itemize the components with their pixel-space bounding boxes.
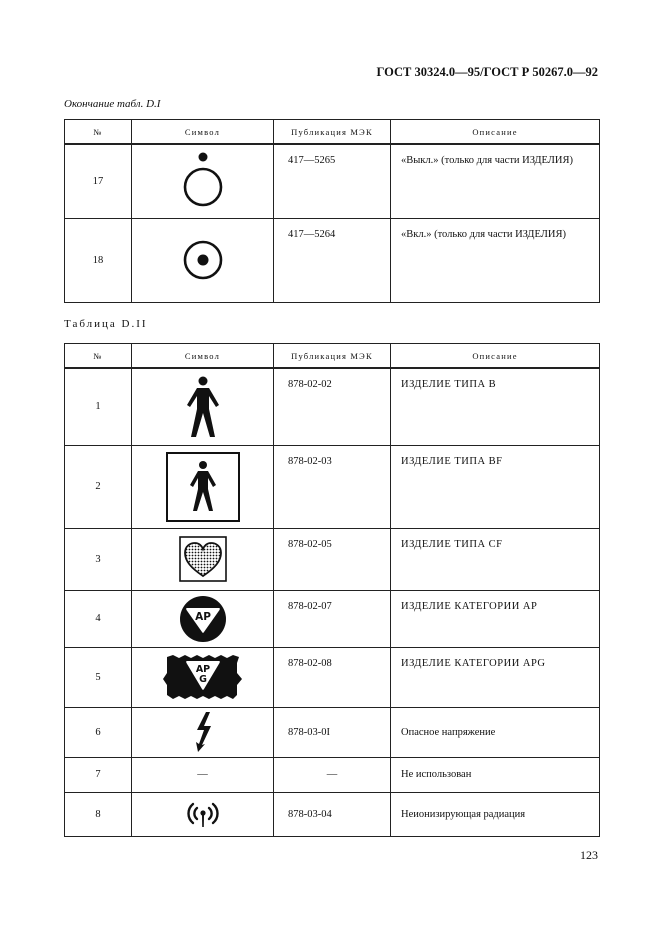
- col-description: Описание: [391, 120, 600, 145]
- symbol-cell: [132, 144, 274, 218]
- row-number: 4: [65, 590, 132, 647]
- description-cell: ИЗДЕЛИЕ ТИПА BF: [391, 445, 600, 528]
- row-number: 1: [65, 368, 132, 445]
- row-number: 6: [65, 707, 132, 757]
- symbol-cell: [132, 445, 274, 528]
- description-cell: Опасное напряжение: [391, 707, 600, 757]
- description-cell: Не использован: [391, 757, 600, 792]
- table-row: [65, 445, 600, 528]
- row-number: 18: [65, 218, 132, 302]
- table2-caption: Таблица D.II: [64, 318, 148, 330]
- table-row: [65, 368, 600, 445]
- badge-ap: AP: [195, 664, 210, 675]
- non-ionizing-radiation-icon: [183, 799, 223, 829]
- row-number: 5: [65, 647, 132, 707]
- type-b-person-icon: [181, 375, 225, 439]
- badge-g: G: [198, 674, 207, 685]
- category-apg-icon: [163, 653, 243, 701]
- publication-cell: 878-02-05: [274, 528, 391, 590]
- col-description: Описание: [391, 344, 600, 369]
- table-row: [65, 144, 600, 218]
- on-partial-icon: [178, 235, 228, 285]
- publication-cell: 878-02-08: [274, 647, 391, 707]
- publication-cell: 878-03-0I: [274, 707, 391, 757]
- description-cell: «Выкл.» (только для части ИЗДЕЛИЯ): [391, 144, 600, 218]
- symbol-cell: [132, 218, 274, 302]
- page-number: 123: [580, 848, 598, 862]
- row-number: 2: [65, 445, 132, 528]
- badge-ap: AP: [194, 610, 211, 623]
- table-row: [65, 528, 600, 590]
- table2: [64, 343, 600, 837]
- col-publication: Публикация МЭК: [274, 120, 391, 145]
- symbol-cell: [132, 792, 274, 836]
- row-number: 8: [65, 792, 132, 836]
- col-number: №: [65, 344, 132, 369]
- document-number: ГОСТ 30324.0—95/ГОСТ Р 50267.0—92: [376, 65, 598, 79]
- row-number: 3: [65, 528, 132, 590]
- table-row: [65, 757, 600, 792]
- table-row: [65, 707, 600, 757]
- symbol-cell: [132, 647, 274, 707]
- description-cell: ИЗДЕЛИЕ КАТЕГОРИИ APG: [391, 647, 600, 707]
- off-partial-icon: [178, 151, 228, 211]
- table-row: [65, 792, 600, 836]
- symbol-cell: [132, 368, 274, 445]
- category-ap-icon: [178, 594, 228, 644]
- publication-cell: 878-02-03: [274, 445, 391, 528]
- col-publication: Публикация МЭК: [274, 344, 391, 369]
- table-row: [65, 218, 600, 302]
- col-symbol: Символ: [132, 344, 274, 369]
- publication-cell: 878-02-07: [274, 590, 391, 647]
- table1-caption: Окончание табл. D.I: [64, 98, 161, 110]
- col-number: №: [65, 120, 132, 145]
- symbol-cell: [132, 528, 274, 590]
- table1: [64, 119, 600, 303]
- description-cell: ИЗДЕЛИЕ КАТЕГОРИИ АР: [391, 590, 600, 647]
- symbol-cell: [132, 707, 274, 757]
- description-cell: «Вкл.» (только для части ИЗДЕЛИЯ): [391, 218, 600, 302]
- type-cf-heart-icon: [179, 536, 227, 582]
- publication-cell: 878-02-02: [274, 368, 391, 445]
- publication-cell: 878-03-04: [274, 792, 391, 836]
- symbol-cell: [132, 590, 274, 647]
- publication-cell: 417—5265: [274, 144, 391, 218]
- col-symbol: Символ: [132, 120, 274, 145]
- publication-cell: —: [274, 757, 391, 792]
- publication-cell: 417—5264: [274, 218, 391, 302]
- description-cell: ИЗДЕЛИЕ ТИПА CF: [391, 528, 600, 590]
- type-bf-person-box-icon: [165, 451, 241, 523]
- table-row: [65, 647, 600, 707]
- row-number: 7: [65, 757, 132, 792]
- description-cell: Неионизирующая радиация: [391, 792, 600, 836]
- row-number: 17: [65, 144, 132, 218]
- symbol-cell: —: [132, 757, 274, 792]
- table-row: [65, 590, 600, 647]
- high-voltage-icon: [190, 711, 216, 753]
- description-cell: ИЗДЕЛИЕ ТИПА В: [391, 368, 600, 445]
